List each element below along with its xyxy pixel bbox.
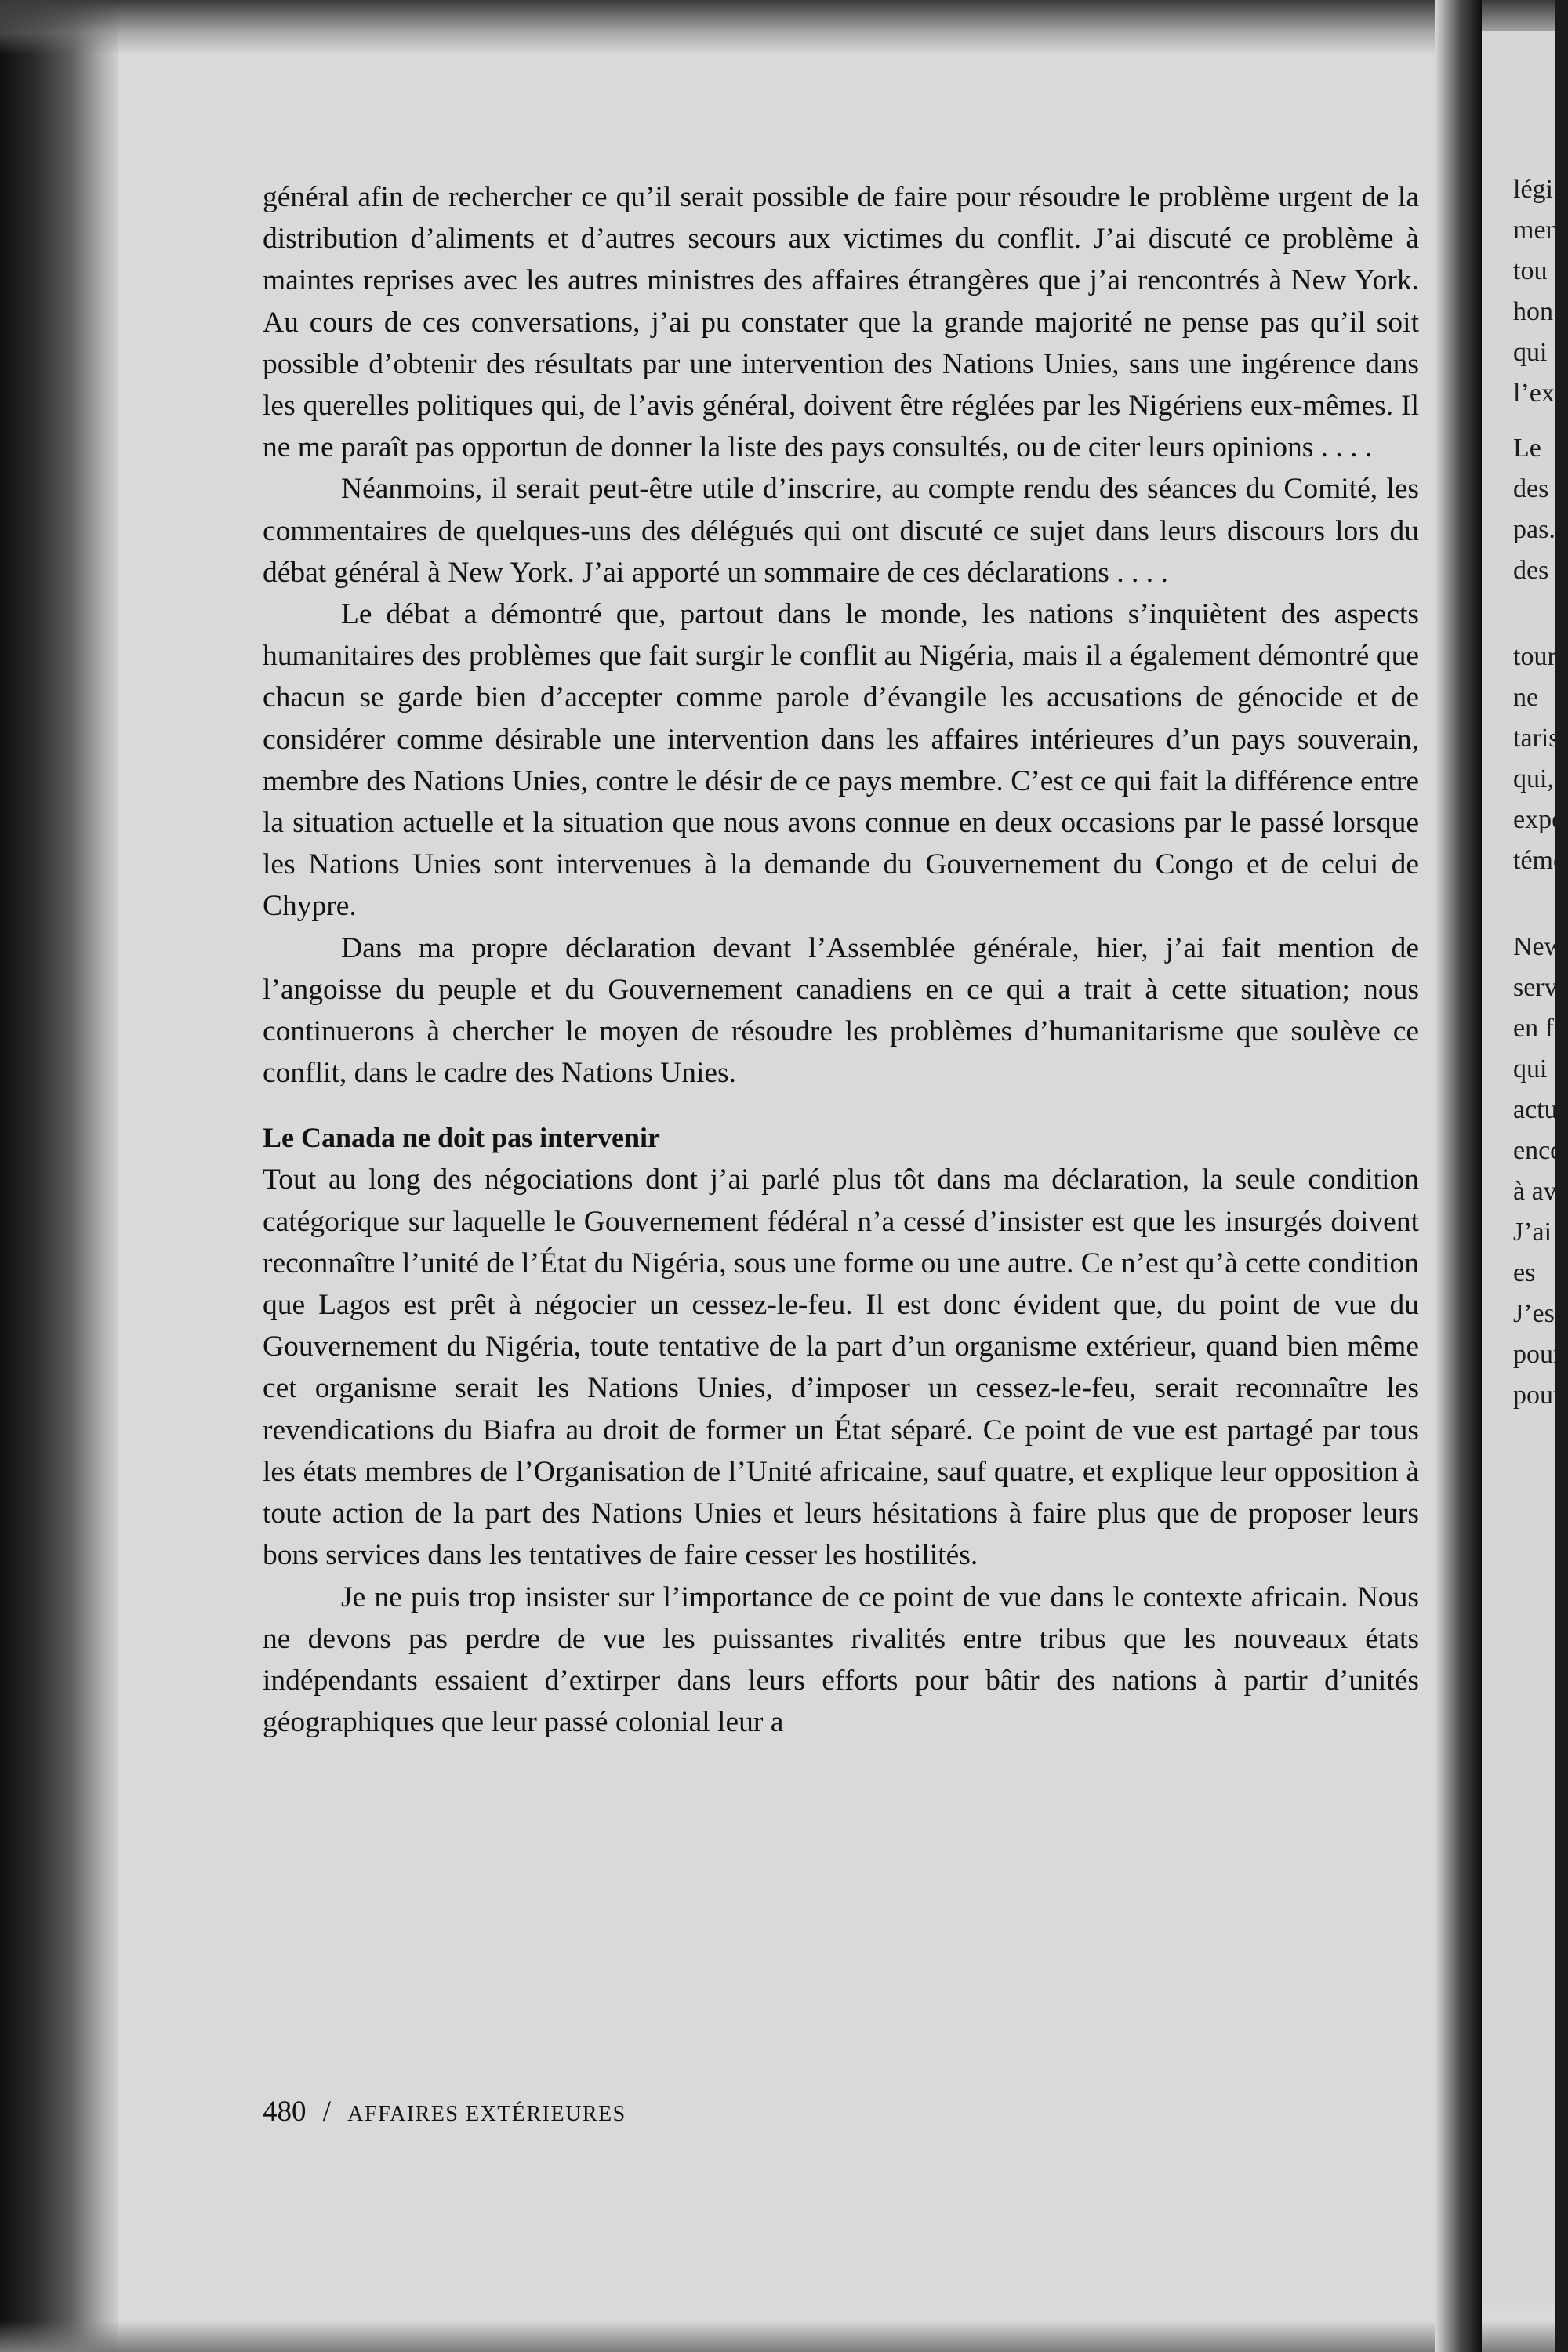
bottom-edge-shadow (0, 2321, 1555, 2352)
footer-separator: / (322, 2096, 332, 2128)
facing-fragment: hon (1513, 297, 1553, 326)
facing-fragment: Le (1513, 434, 1541, 463)
facing-fragment: qui (1513, 1054, 1548, 1083)
facing-fragment: pour (1513, 1340, 1563, 1369)
top-edge-shadow (0, 0, 1555, 55)
page-number: 480 (263, 2096, 307, 2128)
facing-fragment: témo (1513, 846, 1566, 875)
facing-fragment: serv (1513, 973, 1558, 1002)
facing-fragment: à av (1513, 1177, 1557, 1206)
page-footer (263, 2095, 626, 2129)
page-body (263, 176, 1419, 1743)
facing-fragment: des (1513, 474, 1549, 503)
facing-fragment: J’ai (1513, 1218, 1552, 1247)
paragraph-2: Néanmoins, il serait peut-être utile d’inscrire, au compte rendu des séances du Comité, les commentaires de quelques-uns des délégués qui ont discuté ce sujet dans leurs discours lors du débat général à New York. J’ai apporté un sommaire de ces déclarations . . . . (263, 473, 1419, 589)
section-paragraph-1: Tout au long des négociations dont j’ai parlé plus tôt dans ma déclaration, la seule condition catégorique sur laquelle le Gouvernement fédéral n’a cessé d’insister est que les insurgés doivent reconnaître l’unité de l’État du Nigéria, sous une forme ou une autre. Ce n’est qu’à cette condition que Lagos est prêt à négocier un cessez-le-feu. Il est donc évident que, du point de vue du Gouvernement du Nigéria, toute tentative de la part d’un organisme extérieur, quand bien même cet organisme serait les Nations Unies, d’imposer un cessez-le-feu, serait reconnaître les revendications du Biafra au droit de former un État séparé. Ce point de vue est partagé par tous les états membres de l’Organisation de l’Unité africaine, sauf quatre, et explique leur opposition à toute action de la part des Nations Unies et leurs hésitations à faire plus que de proposer leurs bons services dans les tentatives de faire cesser les hostilités. (263, 1163, 1419, 1572)
facing-fragment: tour (1513, 642, 1556, 671)
facing-fragment: qui, (1513, 764, 1554, 793)
facing-fragment: l’ex (1513, 379, 1555, 408)
facing-fragment: ne (1513, 683, 1539, 712)
book-binding-shadow (0, 0, 118, 2352)
running-title: AFFAIRES EXTÉRIEURES (347, 2102, 626, 2126)
facing-fragment: New (1513, 932, 1564, 961)
facing-fragment: expé (1513, 805, 1564, 834)
facing-fragment: en fa (1513, 1014, 1566, 1043)
facing-fragment: men (1513, 216, 1559, 245)
book-gutter-shadow (1435, 0, 1482, 2352)
facing-fragment: enco (1513, 1136, 1564, 1165)
facing-fragment: légi (1513, 175, 1553, 204)
section-paragraph-2: Je ne puis trop insister sur l’importance de ce point de vue dans le contexte africain. Nous ne devons pas perdre de vue les puissantes rivalités entre tribus que les nouveaux états indépendants essaient d’extirper dans leurs efforts pour bâtir des nations à partir d’unités géographiques que leur passé colonial leur a (263, 1581, 1419, 1739)
facing-page (1482, 31, 1555, 2305)
facing-fragment: actu (1513, 1095, 1558, 1124)
facing-fragment: qui (1513, 338, 1548, 367)
facing-fragment: pour (1513, 1381, 1563, 1410)
section-heading: Le Canada ne doit pas intervenir (263, 1122, 661, 1154)
facing-fragment: des (1513, 556, 1549, 585)
paragraph-4: Dans ma propre déclaration devant l’Assemblée générale, hier, j’ai fait mention de l’angoisse du peuple et du Gouvernement canadiens en ce qui a trait à cette situation; nous continuerons à chercher le moyen de résoudre les problèmes d’humanitarisme que soulève ce conflit, dans le cadre des Nations Unies. (263, 931, 1419, 1090)
facing-fragment: es (1513, 1258, 1536, 1287)
facing-fragment: taris (1513, 724, 1559, 753)
facing-fragment: J’esp (1513, 1299, 1568, 1328)
facing-fragment: pas. (1513, 515, 1555, 544)
paragraph-1: général afin de rechercher ce qu’il serait possible de faire pour résoudre le problème urgent de la distribution d’aliments et d’autres secours aux victimes du conflit. J’ai discuté ce problème à maintes reprises avec les autres ministres des affaires étrangères que j’ai rencontrés à New York. Au cours de ces conversations, j’ai pu constater que la grande majorité ne pense pas qu’il soit possible d’obtenir des résultats par une intervention des Nations Unies, sans une ingérence dans les querelles politiques qui, de l’avis général, doivent être réglées par les Nigériens eux-mêmes. Il ne me paraît pas opportun de donner la liste des pays consultés, ou de citer leurs opinions . . . . (263, 181, 1419, 464)
paragraph-3: Le débat a démontré que, partout dans le monde, les nations s’inquiètent des aspects humanitaires des problèmes que fait surgir le conflit au Nigéria, mais il a également démontré que chacun se garde bien d’accepter comme parole d’évangile les accusations de génocide et de considérer comme désirable une intervention dans les affaires intérieures d’un pays souverain, membre des Nations Unies, contre le désir de ce pays membre. C’est ce qui fait la différence entre la situation actuelle et la situation que nous avons connue en deux occasions par le passé lorsque les Nations Unies sont intervenues à la demande du Gouvernement du Congo et de celui de Chypre. (263, 598, 1419, 923)
facing-fragment: tou (1513, 256, 1548, 285)
